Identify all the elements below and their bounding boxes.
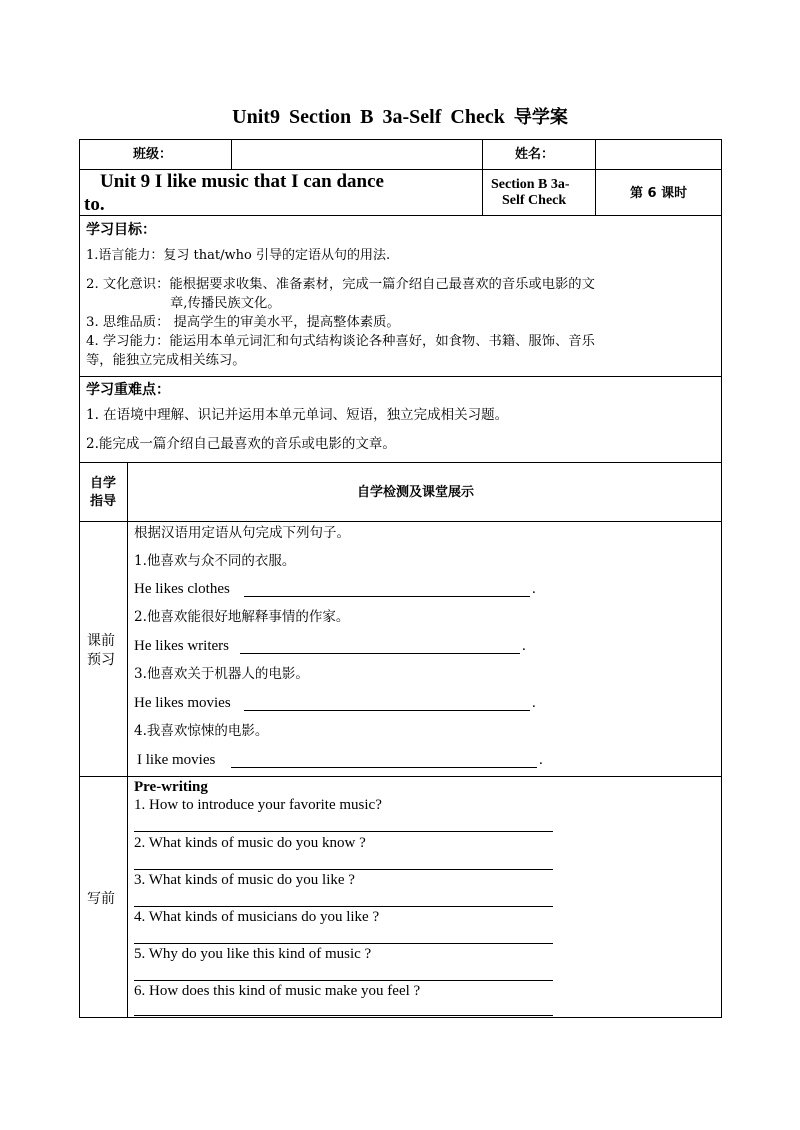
preview-q1-cn: 1.他喜欢与众不同的衣服。 <box>134 553 296 569</box>
keypoint-1: 1. 在语境中理解、识记并运用本单元单词、短语，独立完成相关习题。 <box>86 407 509 423</box>
preview-q2-period: . <box>522 638 526 654</box>
preview-label-line1: 课前 <box>87 633 115 649</box>
preview-q1-en: He likes clothes <box>134 581 230 597</box>
objective-3: 3. 思维品质： 提高学生的审美水平，提高整体素质。 <box>86 315 400 330</box>
prewriting-q5-answer-line[interactable] <box>134 980 553 981</box>
prewriting-q3: 3. What kinds of music do you like ? <box>134 872 355 888</box>
preview-q4-period: . <box>539 752 543 768</box>
objectives-heading: 学习目标： <box>86 222 156 238</box>
objective-4-line1: 4. 学习能力：能运用本单元词汇和句式结构谈论各种喜好，如食物、书籍、服饰、音乐 <box>86 334 595 349</box>
prewriting-q1: 1. How to introduce your favorite music? <box>134 797 382 813</box>
lesson-number: 第 6 课时 <box>630 186 688 201</box>
objective-2-line2: 章,传播民族文化。 <box>170 296 281 311</box>
objective-1: 1.语言能力：复习 that/who 引导的定语从句的用法. <box>86 248 391 263</box>
section-line2: Self Check <box>502 193 567 208</box>
prewriting-heading: Pre-writing <box>134 779 208 795</box>
unit-title-line1: Unit 9 I like music that I can dance <box>100 171 384 192</box>
preview-q4-blank[interactable] <box>231 767 537 768</box>
preview-q3-en: He likes movies <box>134 695 231 711</box>
title-en: Unit9 Section B 3a-Self Check <box>232 106 505 128</box>
preview-q3-period: . <box>532 695 536 711</box>
preview-q2-blank[interactable] <box>240 653 520 654</box>
class-label: 班级： <box>133 147 173 162</box>
keypoints-heading: 学习重难点： <box>86 382 170 398</box>
prewriting-q6-answer-line[interactable] <box>134 1015 553 1016</box>
name-label: 姓名： <box>515 147 555 162</box>
prewriting-label: 写前 <box>87 891 115 907</box>
section-line1: Section B 3a- <box>491 177 570 192</box>
prewriting-q2: 2. What kinds of music do you know ? <box>134 835 366 851</box>
page-title <box>0 103 800 129</box>
guide-label-line2: 指导 <box>90 494 117 509</box>
prewriting-q2-answer-line[interactable] <box>134 869 553 870</box>
unit-title-line2: to. <box>84 194 105 215</box>
preview-q1-blank[interactable] <box>244 596 530 597</box>
title-cn: 导学案 <box>513 107 568 128</box>
preview-q2-cn: 2.他喜欢能很好地解释事情的作家。 <box>134 609 350 625</box>
keypoint-2: 2.能完成一篇介绍自己最喜欢的音乐或电影的文章。 <box>86 436 396 452</box>
preview-q2-en: He likes writers <box>134 638 229 654</box>
preview-label-line2: 预习 <box>87 652 115 668</box>
preview-q4-cn: 4.我喜欢惊悚的电影。 <box>134 723 269 739</box>
prewriting-q4: 4. What kinds of musicians do you like ? <box>134 909 380 925</box>
prewriting-q3-answer-line[interactable] <box>134 906 553 907</box>
preview-q4-en: I like movies <box>137 752 216 768</box>
objective-4-line2: 等，能独立完成相关练习。 <box>86 353 246 368</box>
objective-2-line1: 2. 文化意识：能根据要求收集、准备素材，完成一篇介绍自己最喜欢的音乐或电影的文 <box>86 277 595 292</box>
preview-instruction: 根据汉语用定语从句完成下列句子。 <box>134 525 350 541</box>
class-field[interactable] <box>231 139 483 170</box>
guide-label-line1: 自学 <box>90 476 117 491</box>
name-field[interactable] <box>595 139 722 170</box>
prewriting-q6: 6. How does this kind of music make you feel ? <box>134 983 421 999</box>
preview-q1-period: . <box>532 581 536 597</box>
preview-q3-blank[interactable] <box>244 710 530 711</box>
preview-q3-cn: 3.他喜欢关于机器人的电影。 <box>134 666 309 682</box>
prewriting-q5: 5. Why do you like this kind of music ? <box>134 946 372 962</box>
prewriting-q4-answer-line[interactable] <box>134 943 553 944</box>
prewriting-q1-answer-line[interactable] <box>134 831 553 832</box>
guide-heading: 自学检测及课堂展示 <box>357 485 475 500</box>
